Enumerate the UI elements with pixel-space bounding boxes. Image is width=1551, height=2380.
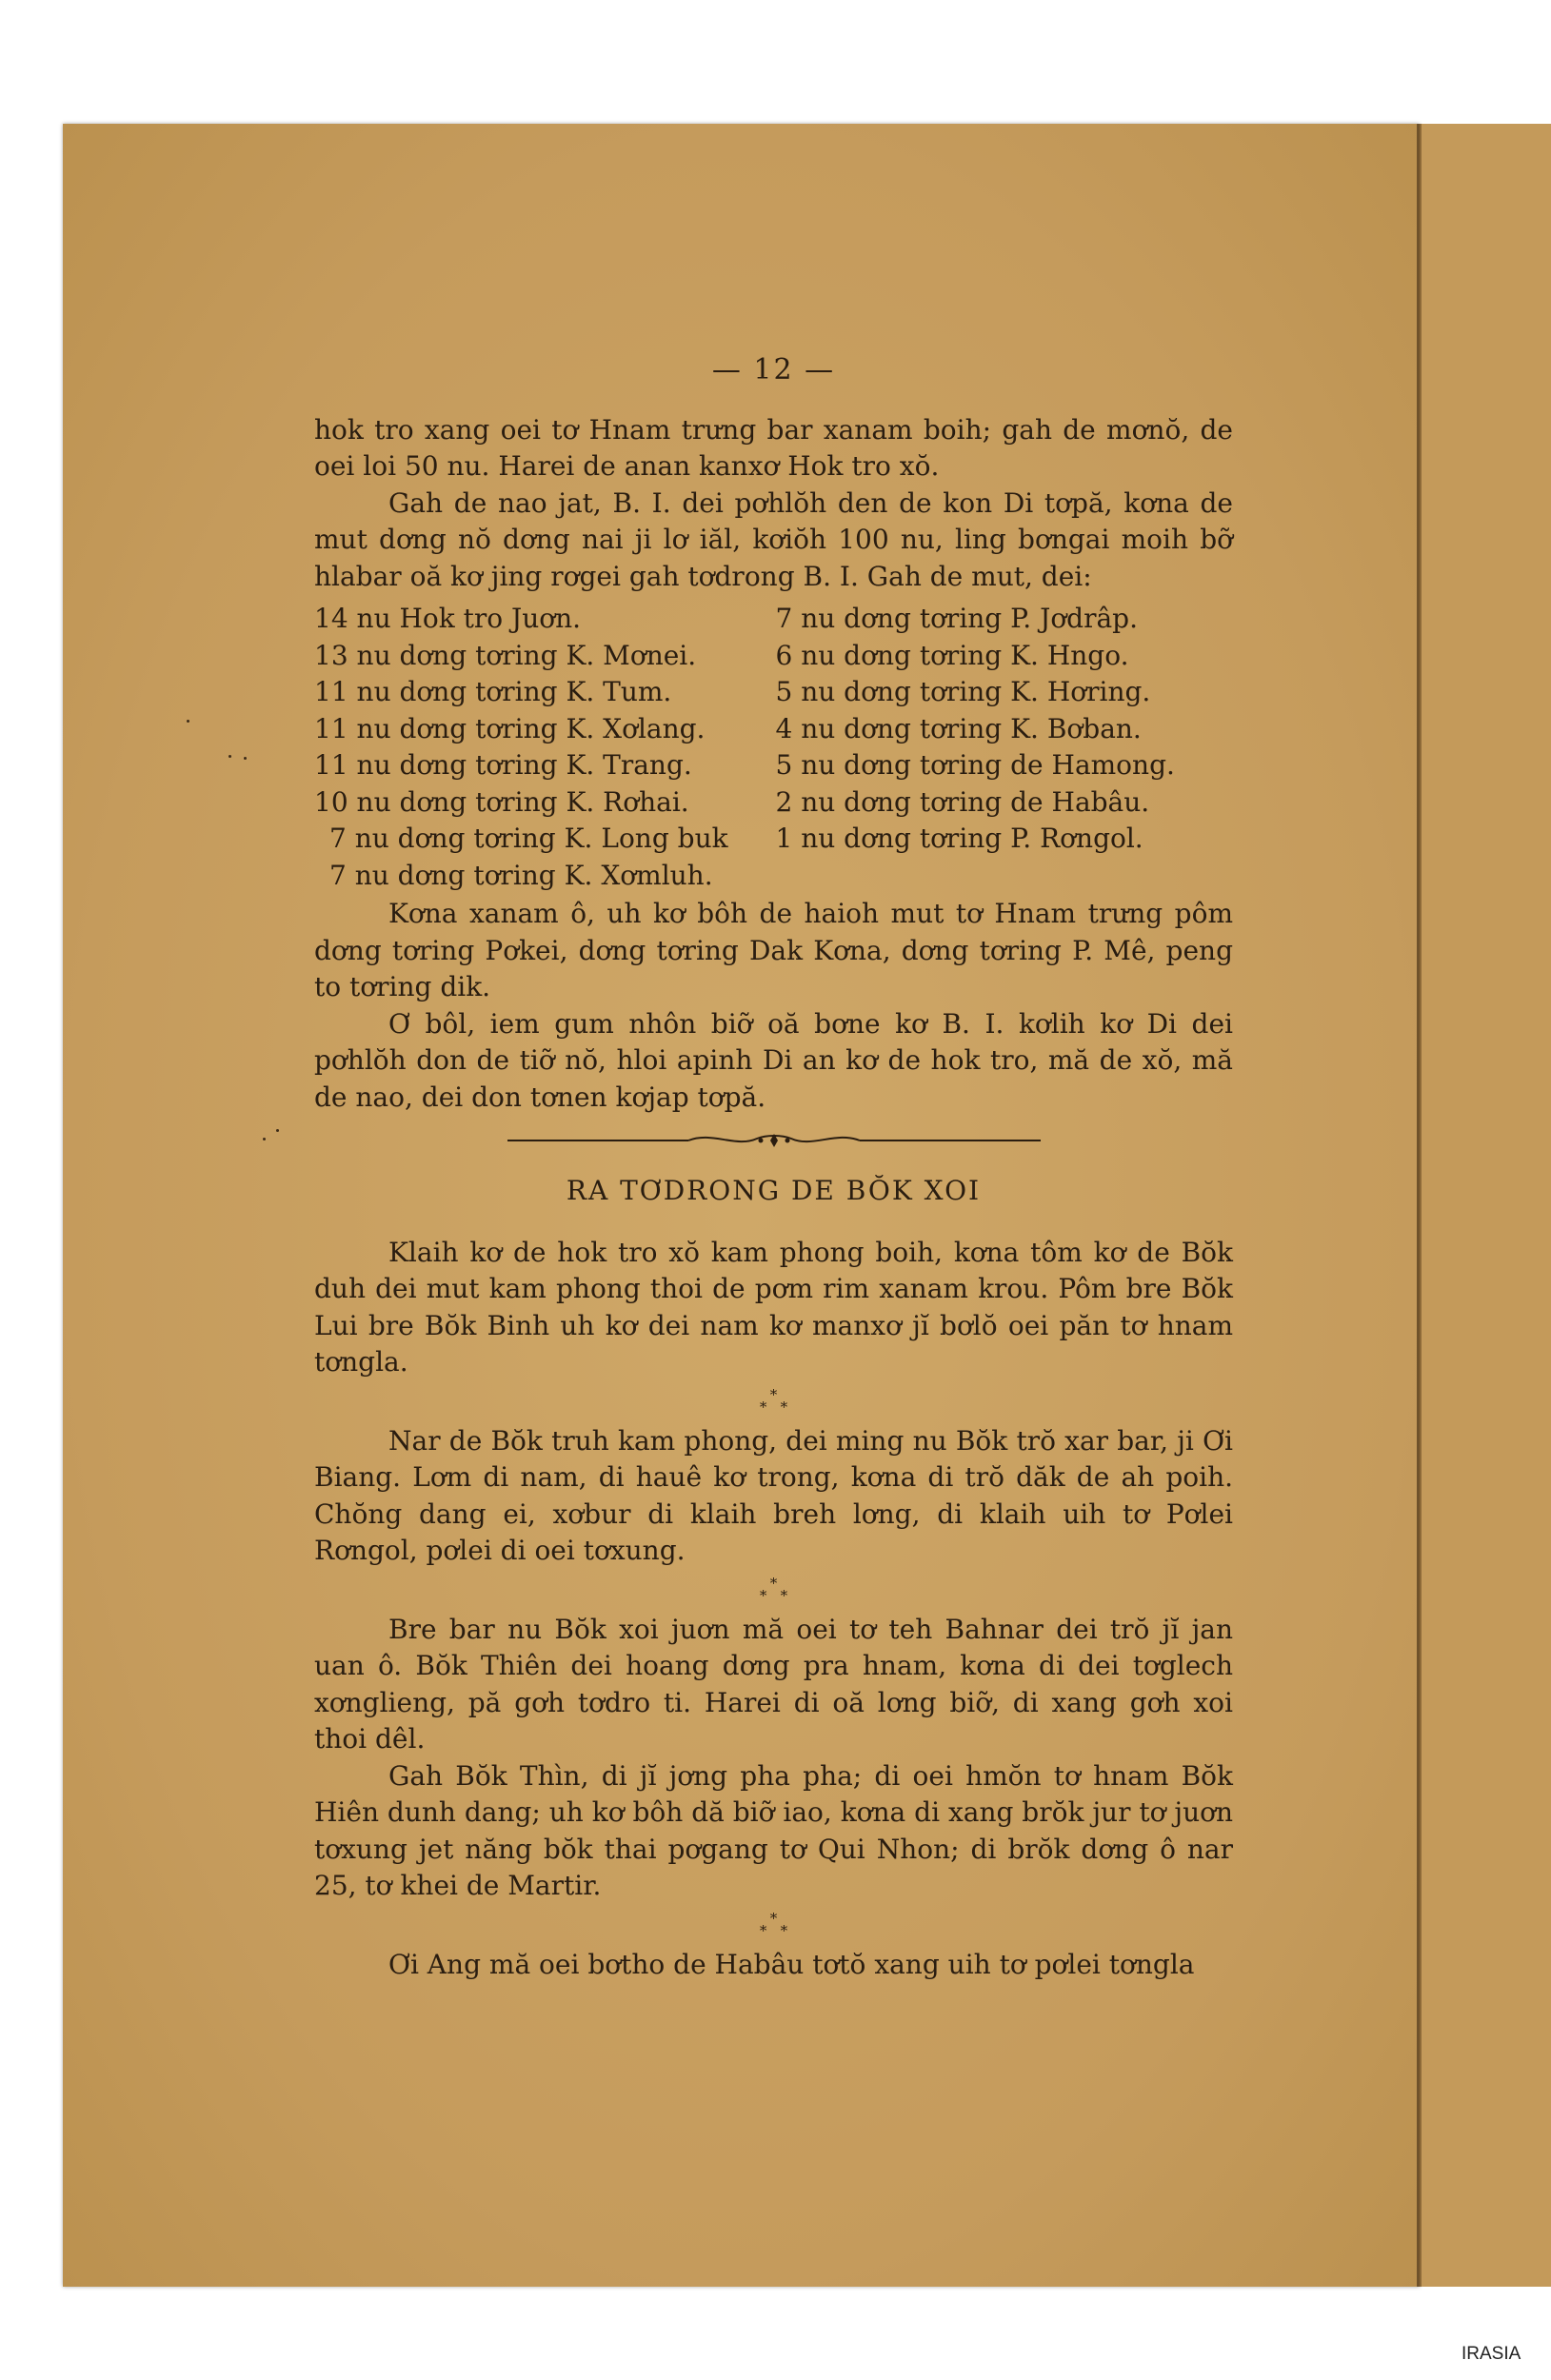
asterism: * * * xyxy=(759,1909,788,1939)
paragraph: Kơna xanam ô, uh kơ bôh de haioh mut tơ Hnam trưng pôm dơng tơring Pơkei, dơng tơring Dak Kơna, dơng tơring P. Mê, peng to tơring dik. xyxy=(314,898,1233,1002)
paragraph: Klaih kơ de hok tro xŏ kam phong boih, kơna tôm kơ de Bŏk duh dei mut kam phong thoi de pơm rim xanam krou. Pôm bre Bŏk Lui bre Bŏk Binh uh kơ dei nam kơ manxơ jĭ bơlŏ oei păn tơ hnam tơngla. xyxy=(314,1236,1233,1378)
adjacent-page-edge xyxy=(1420,124,1551,2287)
paragraph: Gah de nao jat, B. I. dei pơhlŏh den de kon Di tơpă, kơna de mut dơng nŏ dơng nai ji lơ iăl, kơiŏh 100 nu, ling bơngai moih bỡ hlabar oă kơ jing rơgei gah tơdrong B. I. Gah de mut, dei: xyxy=(314,486,1233,592)
ornament-divider-icon xyxy=(507,1129,1041,1152)
speck xyxy=(276,1129,279,1132)
section-heading: RA TƠDRONG DE BŎK XOI xyxy=(566,1175,982,1206)
speck xyxy=(244,757,247,760)
page-content xyxy=(314,352,1233,1983)
page-fold xyxy=(1417,124,1420,2287)
list-item: 5 nu dơng tơring K. Hơring. xyxy=(775,676,1151,707)
list-item: 4 nu dơng tơring K. Bơban. xyxy=(775,712,1142,744)
list-item: 7 nu dơng tơring K. Long buk xyxy=(329,823,728,854)
enrollment-list-left xyxy=(314,601,772,894)
enrollment-list xyxy=(314,601,1233,894)
paragraph: Ơ bôl, iem gum nhôn biỡ oă bơne kơ B. I. kơlih kơ Di dei pơhlŏh don de tiỡ nŏ, hloi apinh Di an kơ de hok tro, mă de xŏ, mă de nao, dei don tơnen kơjap tơpă. xyxy=(314,1007,1233,1113)
paragraph: Gah Bŏk Thìn, di jĭ jơng pha pha; di oei hmŏn tơ hnam Bŏk Hiên dunh dang; uh kơ bôh dă biỡ iao, kơna di xang brŏk jur tơ juơn tơxung jet năng bŏk thai pơgang tơ Qui Nhon; di brŏk dơng ô nar 25, tơ khei de Martir. xyxy=(314,1759,1233,1901)
enrollment-list-right xyxy=(772,601,1234,894)
ornament-divider xyxy=(314,1129,1233,1152)
page-number: — 12 — xyxy=(711,353,836,387)
list-item: 6 nu dơng tơring K. Hngo. xyxy=(775,639,1129,671)
list-item: 11 nu dơng tơring K. Xơlang. xyxy=(314,712,706,744)
list-item: 1 nu dơng tơring P. Rơngol. xyxy=(775,823,1143,854)
list-item: 14 nu Hok tro Juơn. xyxy=(314,603,582,634)
list-item: 7 nu dơng tơring P. Jơdrâp. xyxy=(775,603,1139,634)
speck xyxy=(187,720,189,723)
paragraph: hok tro xang oei tơ Hnam trưng bar xanam boih; gah de mơnŏ, de oei loi 50 nu. Harei de anan kanxơ Hok tro xŏ. xyxy=(314,413,1233,482)
speck xyxy=(229,755,231,758)
paragraph: Ơi Ang mă oei bơtho de Habâu tơtŏ xang uih tơ pơlei tơngla xyxy=(388,1948,1195,1980)
asterism: * * * xyxy=(759,1574,788,1604)
list-item: 13 nu dơng tơring K. Mơnei. xyxy=(314,639,697,671)
source-watermark: IRASIA xyxy=(1462,2344,1521,2364)
asterism: * * * xyxy=(759,1385,788,1416)
speck xyxy=(263,1138,266,1140)
list-item: 7 nu dơng tơring K. Xơmluh. xyxy=(329,859,713,891)
paragraph: Nar de Bŏk truh kam phong, dei ming nu Bŏk trŏ xar bar, ji Ơi Biang. Lơm di nam, di hauê kơ trong, kơna di trŏ dăk de ah poih. Chŏng dang ei, xơbur di klaih breh lơng, di klaih uih tơ Pơlei Rơngol, pơlei di oei tơxung. xyxy=(314,1424,1233,1566)
paragraph: Bre bar nu Bŏk xoi juơn mă oei tơ teh Bahnar dei trŏ jĭ jan uan ô. Bŏk Thiên dei hoang dơng pra hnam, kơna di dei tơglech xơnglieng, pă gơh tơdro ti. Harei di oă lơng biỡ, di xang gơh xoi thoi dêl. xyxy=(314,1613,1233,1755)
list-item: 10 nu dơng tơring K. Rơhai. xyxy=(314,785,689,818)
list-item: 5 nu dơng tơring de Hamong. xyxy=(775,749,1175,781)
list-item: 2 nu dơng tơring de Habâu. xyxy=(775,785,1150,818)
list-item: 11 nu dơng tơring K. Tum. xyxy=(314,676,672,707)
list-item: 11 nu dơng tơring K. Trang. xyxy=(314,749,692,781)
